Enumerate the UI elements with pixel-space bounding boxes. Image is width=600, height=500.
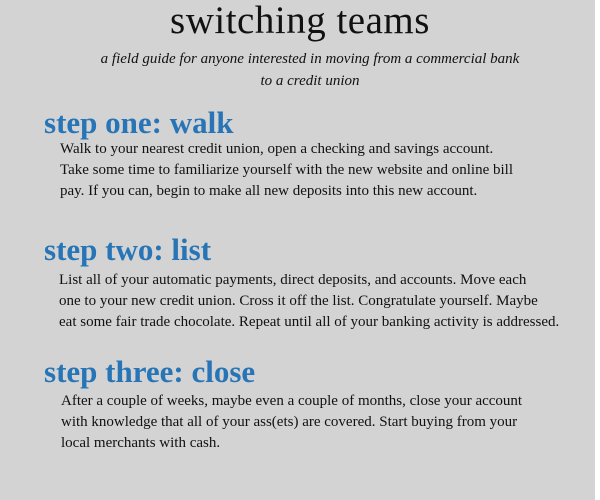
step-one-line-1: Walk to your nearest credit union, open a checking and savings account. [60,141,494,157]
right-edge-border [595,0,600,500]
step-three-heading: step three: close [44,354,256,389]
step-one-body [60,139,513,202]
step-two-line-1: List all of your automatic payments, direct deposits, and accounts. Move each [59,272,527,288]
step-three-line-1: After a couple of weeks, maybe even a couple of months, close your account [61,393,523,409]
step-two-line-3: eat some fair trade chocolate. Repeat until all of your banking activity is addressed. [59,314,560,330]
step-one-line-2: Take some time to familiarize yourself with the new website and online bill [60,162,513,178]
page-subtitle [80,48,540,92]
page-title: switching teams [170,0,430,42]
step-three-body [61,391,522,454]
step-two-body [59,270,559,333]
step-one-line-3: pay. If you can, begin to make all new deposits into this new account. [60,183,478,199]
subtitle-line-1: a field guide for anyone interested in moving from a commercial bank [100,51,520,67]
step-two-heading: step two: list [44,232,212,267]
step-three-line-2: with knowledge that all of your ass(ets) are covered. Start buying from your [61,414,518,430]
step-two-line-2: one to your new credit union. Cross it off the list. Congratulate yourself. Maybe [59,293,538,309]
step-three-line-3: local merchants with cash. [61,435,221,451]
step-one-heading: step one: walk [44,105,234,140]
subtitle-line-2: to a credit union [260,73,360,89]
